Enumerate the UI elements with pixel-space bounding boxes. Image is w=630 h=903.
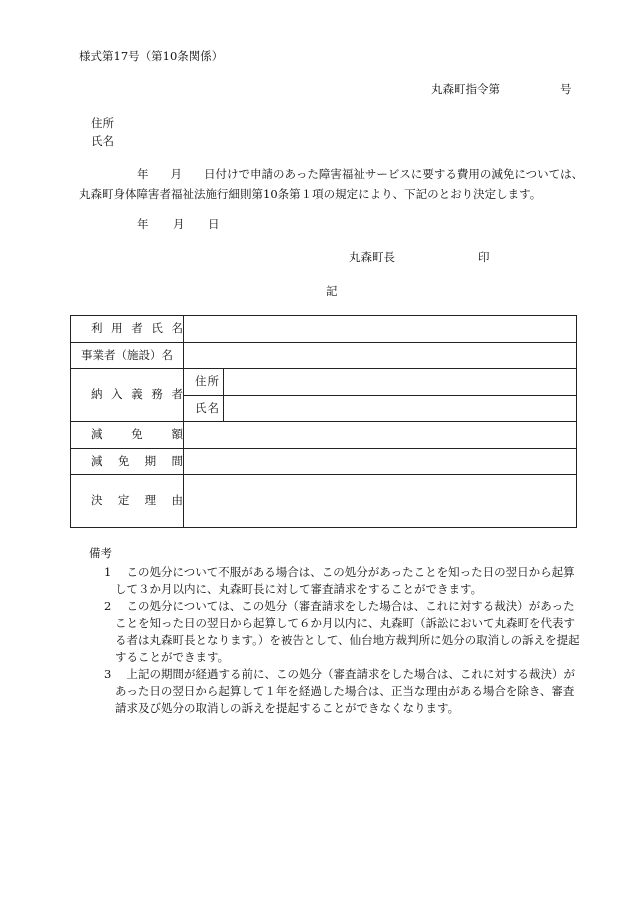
body-paragraph <box>79 164 584 204</box>
date-year: 年 <box>137 217 149 231</box>
row-decision-reason <box>71 475 577 528</box>
label-decision-reason: 決 定 理 由 <box>71 475 184 528</box>
remark-note-3-line-3: 請求及び処分の取消しの訴えを提起することができなくなります。 <box>115 701 460 715</box>
recipient-address-label: 住所 <box>91 116 114 130</box>
body-line-2: 丸森町身体障害者福祉法施行細則第10条第１項の規定により、下記のとおり決定します。 <box>79 187 542 201</box>
body-line-1 <box>79 164 584 184</box>
document-number-suffix: 号 <box>560 82 572 96</box>
remark-note-3-line-2: あった日の翌日から起算して１年を経過した場合は、正当な理由がある場合を除き、審査 <box>115 684 575 698</box>
field-decision-reason[interactable] <box>184 475 577 528</box>
label-user-name: 利 用 者 氏 名 <box>71 316 184 343</box>
row-payer-address <box>71 369 577 396</box>
remarks-title: 備考 <box>89 546 112 560</box>
remark-note-1-line-2: して３か月以内に、丸森町長に対して審査請求をすることができます。 <box>115 582 483 596</box>
remark-note-2-line-2: ことを知った日の翌日から起算して６か月以内に、丸森町（訴訟において丸森町を代表す <box>115 616 575 630</box>
issuer-title: 丸森町長 <box>349 250 395 264</box>
body-year: 年 <box>137 167 149 181</box>
label-payer-name: 氏 名 <box>184 396 224 422</box>
remark-note-3-number: 3 <box>104 667 112 681</box>
row-business <box>71 343 577 369</box>
remark-note-2-line-3: る者は丸森町長となります。）を被告として、仙台地方裁判所に処分の取消しの訴えを提起 <box>115 633 580 647</box>
form-number: 様式第17号（第10条関係） <box>79 49 224 63</box>
remark-note-2-line-4: することができます。 <box>115 650 230 664</box>
row-reduction-amount <box>71 422 577 449</box>
field-payer-address[interactable] <box>224 369 577 396</box>
field-reduction-period[interactable] <box>184 449 577 475</box>
label-payer-address: 住 所 <box>184 369 224 396</box>
row-user-name <box>71 316 577 343</box>
body-line1-rest: 日付けで申請のあった障害福祉サービスに要する費用の減免については、 <box>204 167 584 181</box>
row-reduction-period <box>71 449 577 475</box>
recipient-name-label: 氏名 <box>91 134 114 148</box>
label-reduction-amount: 減 免 額 <box>71 422 184 449</box>
remark-note-2 <box>104 598 584 666</box>
remark-note-3 <box>104 666 584 717</box>
body-month: 月 <box>170 167 182 181</box>
remark-note-3-line-1: 上記の期間が経過する前に、この処分（審査請求をした場合は、これに対する裁決）が <box>115 667 575 681</box>
ki-heading: 記 <box>326 284 338 298</box>
reduction-form-table <box>70 315 577 528</box>
remark-note-2-number: 2 <box>104 599 112 613</box>
field-business[interactable] <box>184 343 577 369</box>
remark-note-1-number: 1 <box>104 565 112 579</box>
label-payer: 納 入 義 務 者 <box>71 369 184 422</box>
date-day: 日 <box>208 217 220 231</box>
issuer-seal: 印 <box>478 250 490 264</box>
document-number-prefix: 丸森町指令第 <box>431 82 500 96</box>
remark-note-1-line-1: この処分について不服がある場合は、この処分があったことを知った日の翌日から起算 <box>115 565 575 579</box>
remark-note-2-line-1: この処分については、この処分（審査請求をした場合は、これに対する裁決）があった <box>115 599 575 613</box>
field-reduction-amount[interactable] <box>184 422 577 449</box>
label-business: 事業者（施設）名 <box>71 343 184 369</box>
label-reduction-period: 減 免 期 間 <box>71 449 184 475</box>
date-month: 月 <box>173 217 185 231</box>
field-user-name[interactable] <box>184 316 577 343</box>
field-payer-name[interactable] <box>224 396 577 422</box>
remark-note-1 <box>104 564 584 598</box>
